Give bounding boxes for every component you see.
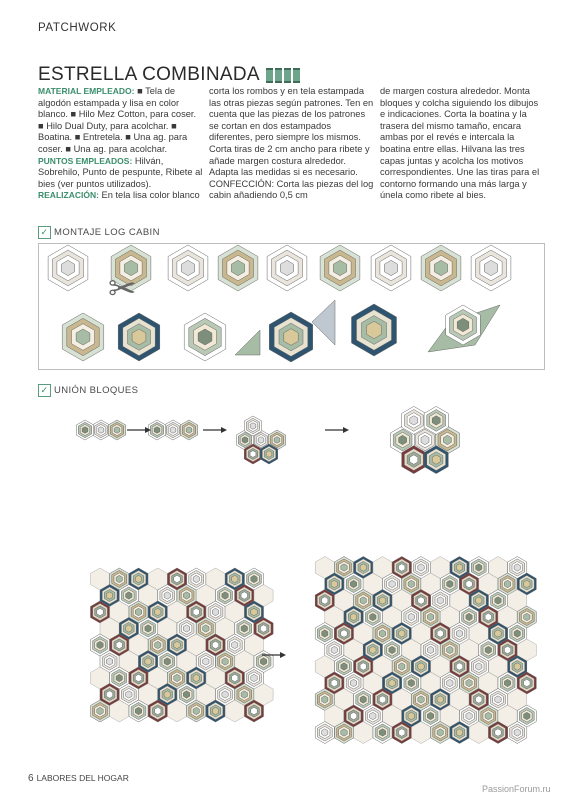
log-cabin-step [48, 245, 88, 291]
section-log-cabin-title: MONTAJE LOG CABIN [54, 227, 160, 238]
union-block [180, 420, 197, 440]
text-realizacion: En tela lisa color blanco [98, 190, 200, 201]
union-block [164, 420, 181, 440]
arrow-icon [343, 427, 349, 433]
column-3: de margen costura alrededor. Monta bloques y colcha siguiendo los dibujos e indicaciones. Corta la boatina y la trasera del mismo tamaño, encara ambas por el revés e intercala la boatina entre ellas. Hilvana las tres capas juntas y acolcha los motivos correspondientes. Une las tiras para el contorno formando una más larga y únela como ribete al bies. [380, 86, 540, 201]
log-cabin-step [371, 245, 411, 291]
watermark: PassionForum.ru [482, 784, 551, 794]
page-number: 6 [28, 773, 34, 784]
scissors-icon: ✂ [108, 269, 137, 309]
log-cabin-step [218, 245, 258, 291]
arrow-icon [280, 652, 286, 658]
log-cabin-step [269, 312, 312, 362]
text-material: ■ Tela de algodón estampada y lisa en color blanco. ■ Hilo Mez Cotton, para coser. ■ Hilo Dual Duty, para acolchar. ■ Boatina. ■ Entretela. ■ Una ag. para coser. ■ Una ag. para acolchar. [38, 86, 197, 154]
column-2: corta los rombos y en tela estampada las otras piezas según patrones. Ten en cuenta que las piezas de los patrones se cortan en dos estampados diferentes, pero siempre los mismos. Corta tiras de 2 cm ancho para ribete y añade margen costura alrededor. Adapta las medidas si es necesario. CONFECCIÓN: Corta las piezas del log cabin añadiendo 0,5 cm [209, 86, 374, 201]
label-realizacion: REALIZACIÓN: [38, 190, 99, 201]
union-block [76, 420, 93, 440]
log-cabin-step [184, 313, 226, 361]
check-icon: ✓ [38, 226, 51, 239]
union-block [92, 420, 109, 440]
title-text: ESTRELLA COMBINADA [38, 64, 260, 85]
log-cabin-step [320, 245, 360, 291]
arrow-icon [221, 427, 227, 433]
log-cabin-step [471, 245, 511, 291]
label-puntos: PUNTOS EMPLEADOS: [38, 155, 133, 166]
section-tag: PATCHWORK [38, 22, 117, 34]
log-cabin-step [267, 245, 307, 291]
log-cabin-step [421, 245, 461, 291]
label-material: MATERIAL EMPLEADO: [38, 86, 135, 96]
section-union-title: UNIÓN BLOQUES [54, 385, 139, 396]
triangle-piece [235, 330, 260, 355]
text-puntos: Hilván, Sobrehilo, Punto de pespunte, Ribete al bies (ver puntos utilizados). [38, 155, 203, 189]
check-icon: ✓ [38, 384, 51, 397]
log-cabin-step [352, 304, 397, 356]
log-cabin-step [62, 313, 104, 361]
triangle-piece [312, 300, 335, 345]
union-block [108, 420, 125, 440]
magazine-name: LABORES DEL HOGAR [36, 773, 129, 783]
log-cabin-step [118, 313, 160, 361]
log-cabin-step [168, 245, 208, 291]
footer [28, 773, 129, 784]
